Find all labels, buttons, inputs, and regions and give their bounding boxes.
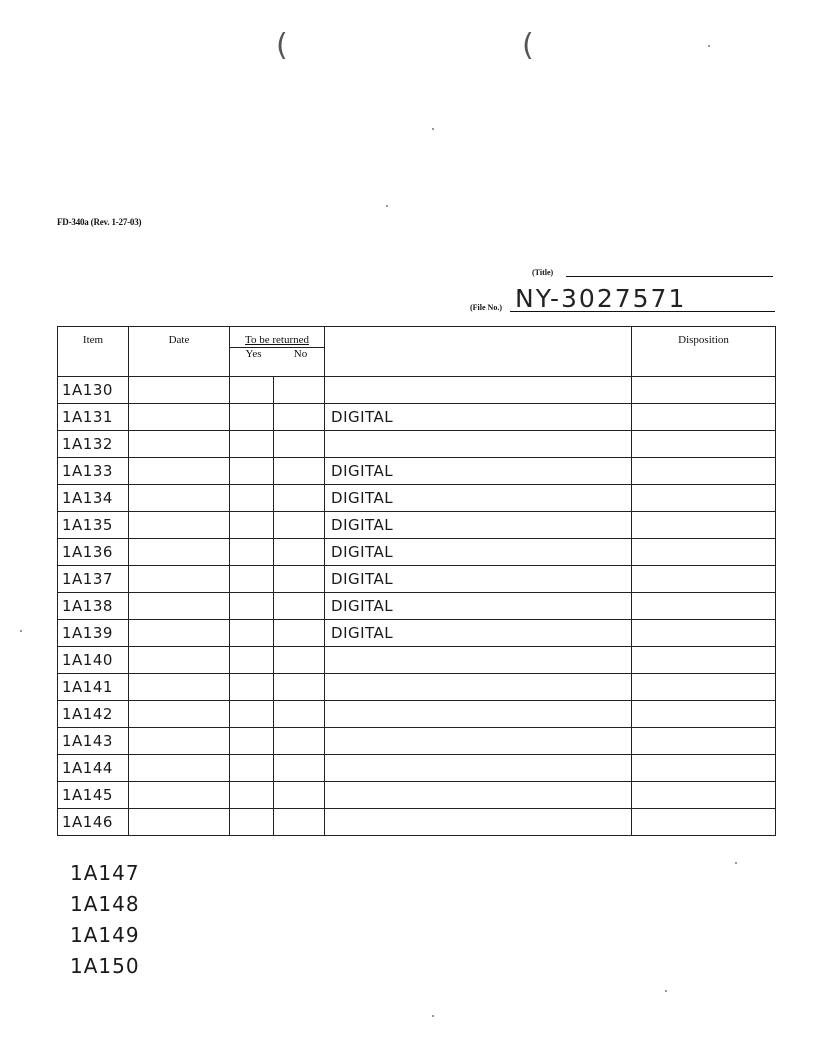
table-row (58, 458, 776, 485)
extra-item: 1A150 (70, 954, 140, 978)
table-row (58, 809, 776, 836)
date-cell (129, 701, 230, 728)
table-row (58, 728, 776, 755)
returned-yes-cell (230, 701, 274, 728)
item-cell: 1A139 (58, 620, 129, 647)
description-cell: DIGITAL (325, 485, 632, 512)
disposition-cell (632, 566, 776, 593)
to-be-returned-label: To be returned (245, 334, 309, 346)
disposition-cell (632, 620, 776, 647)
item-cell: 1A130 (58, 377, 129, 404)
returned-yes-cell (230, 431, 274, 458)
table-row (58, 431, 776, 458)
to-be-returned-header (230, 327, 325, 377)
table-row (58, 620, 776, 647)
date-cell (129, 647, 230, 674)
returned-yes-cell (230, 377, 274, 404)
date-column-header: Date (129, 327, 230, 377)
date-cell (129, 809, 230, 836)
title-label: (Title) (532, 268, 554, 277)
disposition-cell (632, 458, 776, 485)
returned-no-cell (274, 701, 325, 728)
table-row (58, 782, 776, 809)
description-cell (325, 728, 632, 755)
description-column-header (325, 327, 632, 377)
table-row (58, 755, 776, 782)
description-cell (325, 431, 632, 458)
returned-no-cell (274, 593, 325, 620)
returned-no-cell (274, 647, 325, 674)
scan-speck (386, 205, 388, 207)
returned-no-cell (274, 755, 325, 782)
table-row (58, 512, 776, 539)
table-row (58, 404, 776, 431)
date-cell (129, 728, 230, 755)
item-cell: 1A131 (58, 404, 129, 431)
title-field (566, 276, 773, 277)
item-column-header: Item (58, 327, 129, 377)
extra-item: 1A149 (70, 923, 140, 947)
date-cell (129, 593, 230, 620)
scan-speck (20, 630, 22, 632)
item-cell: 1A142 (58, 701, 129, 728)
returned-no-cell (274, 512, 325, 539)
item-cell: 1A141 (58, 674, 129, 701)
table-row (58, 674, 776, 701)
returned-no-cell (274, 674, 325, 701)
returned-yes-cell (230, 512, 274, 539)
returned-no-cell (274, 404, 325, 431)
description-cell (325, 674, 632, 701)
returned-no-cell (274, 458, 325, 485)
extra-item: 1A148 (70, 892, 140, 916)
disposition-cell (632, 647, 776, 674)
description-cell (325, 782, 632, 809)
returned-no-cell (274, 485, 325, 512)
item-cell: 1A145 (58, 782, 129, 809)
description-cell (325, 377, 632, 404)
returned-no-cell (274, 728, 325, 755)
date-cell (129, 755, 230, 782)
description-cell: DIGITAL (325, 404, 632, 431)
table-row (58, 701, 776, 728)
returned-yes-cell (230, 782, 274, 809)
additional-items-list (70, 858, 140, 982)
date-cell (129, 782, 230, 809)
returned-yes-cell (230, 404, 274, 431)
disposition-cell (632, 701, 776, 728)
table-row (58, 647, 776, 674)
no-column-header: No (293, 348, 308, 360)
table-header-row (58, 327, 776, 377)
date-cell (129, 539, 230, 566)
disposition-column-header: Disposition (632, 327, 776, 377)
description-cell: DIGITAL (325, 512, 632, 539)
returned-no-cell (274, 539, 325, 566)
date-cell (129, 431, 230, 458)
description-cell (325, 755, 632, 782)
scan-speck (432, 128, 434, 130)
disposition-cell (632, 809, 776, 836)
scan-speck (432, 1015, 434, 1017)
returned-yes-cell (230, 647, 274, 674)
item-cell: 1A143 (58, 728, 129, 755)
table-row (58, 566, 776, 593)
returned-no-cell (274, 620, 325, 647)
table-row (58, 593, 776, 620)
disposition-cell (632, 755, 776, 782)
description-cell (325, 809, 632, 836)
item-cell: 1A137 (58, 566, 129, 593)
date-cell (129, 404, 230, 431)
scan-speck (735, 862, 737, 864)
returned-yes-cell (230, 539, 274, 566)
disposition-cell (632, 782, 776, 809)
returned-yes-cell (230, 728, 274, 755)
returned-yes-cell (230, 566, 274, 593)
disposition-cell (632, 593, 776, 620)
returned-yes-cell (230, 674, 274, 701)
returned-no-cell (274, 431, 325, 458)
date-cell (129, 674, 230, 701)
file-number-label: (File No.) (470, 303, 502, 312)
returned-yes-cell (230, 458, 274, 485)
evidence-table (57, 326, 776, 836)
extra-item: 1A147 (70, 861, 140, 885)
description-cell: DIGITAL (325, 458, 632, 485)
yes-column-header: Yes (245, 348, 262, 360)
description-cell (325, 701, 632, 728)
disposition-cell (632, 512, 776, 539)
item-cell: 1A135 (58, 512, 129, 539)
item-cell: 1A144 (58, 755, 129, 782)
item-cell: 1A140 (58, 647, 129, 674)
returned-no-cell (274, 377, 325, 404)
item-cell: 1A134 (58, 485, 129, 512)
date-cell (129, 377, 230, 404)
item-cell: 1A138 (58, 593, 129, 620)
item-cell: 1A133 (58, 458, 129, 485)
file-number-field (510, 311, 775, 312)
description-cell: DIGITAL (325, 620, 632, 647)
disposition-cell (632, 431, 776, 458)
item-cell: 1A146 (58, 809, 129, 836)
table-row (58, 539, 776, 566)
returned-yes-cell (230, 809, 274, 836)
returned-yes-cell (230, 620, 274, 647)
item-cell: 1A132 (58, 431, 129, 458)
disposition-cell (632, 674, 776, 701)
item-cell: 1A136 (58, 539, 129, 566)
scan-speck (708, 45, 710, 47)
disposition-cell (632, 404, 776, 431)
form-number: FD-340a (Rev. 1-27-03) (57, 217, 142, 227)
date-cell (129, 485, 230, 512)
description-cell: DIGITAL (325, 566, 632, 593)
returned-yes-cell (230, 485, 274, 512)
hole-punch-left: ( (276, 28, 288, 63)
description-cell: DIGITAL (325, 593, 632, 620)
returned-yes-cell (230, 593, 274, 620)
returned-no-cell (274, 566, 325, 593)
description-cell: DIGITAL (325, 539, 632, 566)
disposition-cell (632, 377, 776, 404)
returned-no-cell (274, 809, 325, 836)
date-cell (129, 458, 230, 485)
date-cell (129, 566, 230, 593)
table-row (58, 485, 776, 512)
description-cell (325, 647, 632, 674)
returned-no-cell (274, 782, 325, 809)
hole-punch-right: ( (522, 28, 534, 63)
table-row (58, 377, 776, 404)
disposition-cell (632, 728, 776, 755)
date-cell (129, 512, 230, 539)
disposition-cell (632, 539, 776, 566)
returned-yes-cell (230, 755, 274, 782)
disposition-cell (632, 485, 776, 512)
scan-speck (665, 990, 667, 992)
date-cell (129, 620, 230, 647)
file-number-value: NY-3027571 (515, 284, 687, 313)
